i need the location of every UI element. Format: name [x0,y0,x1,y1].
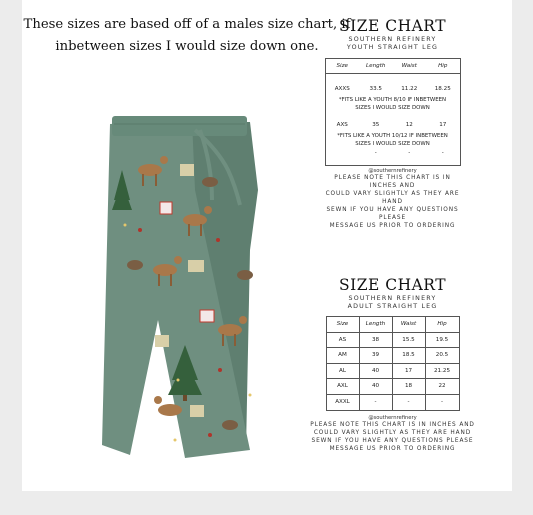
youth-fit-note-line-1: *FITS LIKE A YOUTH 8/10 IF INBETWEEN [338,97,447,103]
adult-cell: 19.5 [426,333,459,349]
adult-header-waist: Waist [393,317,426,333]
adult-header-length: Length [360,317,393,333]
youth-length: 35 [372,122,380,128]
youth-chart-disclaimer [320,174,465,230]
adult-cell: AL [327,364,360,380]
adult-cell: - [360,395,393,411]
sizing-note [22,14,352,58]
adult-cell: 40 [360,379,393,395]
youth-row-axxs [326,86,460,92]
youth-length: 33.5 [369,86,382,92]
youth-header-row [326,63,460,69]
youth-waist: 11.22 [401,86,418,92]
adult-cell: AXXL [327,395,360,411]
adult-chart-disclaimer [305,421,480,453]
youth-header-hip: Hip [438,63,448,69]
youth-hip: 17 [439,122,447,128]
youth-chart-subtitle: YOUTH STRAIGHT LEG [346,44,439,51]
adult-cell: AM [327,348,360,364]
product-card [22,0,512,491]
youth-dash: - [374,150,377,156]
youth-size: AXS [336,122,348,128]
youth-fit-note-line-2: SIZES I WOULD SIZE DOWN [355,140,430,147]
youth-size: AXXS [334,86,350,92]
adult-chart-title: SIZE CHART [338,276,447,294]
adult-cell: 38 [360,333,393,349]
youth-hip: 18.25 [434,86,451,92]
disclaimer-line: COULD VARY SLIGHTLY AS THEY ARE HAND [325,191,460,205]
pajama-pants-image [100,110,280,460]
youth-header-waist: Waist [401,63,417,69]
adult-cell: 20.5 [426,348,459,364]
youth-dash: - [408,150,411,156]
disclaimer-line: PLEASE NOTE THIS CHART IS IN INCHES AND [310,422,475,428]
sizing-note-line-2: inbetween sizes I would size down one. [55,39,319,54]
youth-chart-title: SIZE CHART [338,17,447,35]
youth-row-empty [326,150,460,156]
adult-cell: 15.5 [393,333,426,349]
youth-fit-note-line-2: SIZES I WOULD SIZE DOWN [355,104,430,111]
adult-cell: - [393,395,426,411]
disclaimer-line: SEWN IF YOU HAVE ANY QUESTIONS PLEASE [311,438,474,444]
adult-cell: 17 [393,364,426,380]
youth-dash: - [441,150,444,156]
disclaimer-line: MESSAGE US PRIOR TO ORDERING [329,223,456,229]
youth-size-table [325,58,461,166]
youth-header-length: Length [366,63,386,69]
adult-cell: 40 [360,364,393,380]
adult-chart-brand: SOUTHERN REFINERY [348,295,437,302]
disclaimer-line: PLEASE NOTE THIS CHART IS IN INCHES AND [334,175,451,189]
adult-header-hip: Hip [426,317,459,333]
adult-cell: AXL [327,379,360,395]
adult-cell: 18.5 [393,348,426,364]
adult-cell: 39 [360,348,393,364]
adult-chart-handle: @southernrefinery [368,415,417,421]
adult-size-table [326,316,460,411]
youth-row-axs [326,122,460,128]
adult-cell: 21.25 [426,364,459,380]
adult-cell: AS [327,333,360,349]
disclaimer-line: SEWN IF YOU HAVE ANY QUESTIONS PLEASE [326,207,459,221]
adult-cell: - [440,398,444,405]
youth-fit-note [326,97,460,112]
youth-fit-note [326,133,460,148]
disclaimer-line: COULD VARY SLIGHTLY AS THEY ARE HAND [313,430,472,436]
adult-chart-subtitle: ADULT STRAIGHT LEG [347,303,438,310]
youth-waist: 12 [405,122,413,128]
youth-header-size: Size [336,63,348,69]
youth-chart-handle: @southernrefinery [368,168,417,174]
adult-cell: 22 [426,379,459,395]
youth-size-chart [320,17,465,230]
sizing-note-line-1: These sizes are based off of a males size chart, if [23,17,351,32]
youth-chart-brand: SOUTHERN REFINERY [348,36,437,43]
adult-cell: 18 [393,379,426,395]
adult-header-size: Size [327,317,360,333]
adult-size-chart [305,276,480,453]
youth-fit-note-line-1: *FITS LIKE A YOUTH 10/12 IF INBETWEEN [337,133,448,139]
disclaimer-line: MESSAGE US PRIOR TO ORDERING [329,446,456,452]
